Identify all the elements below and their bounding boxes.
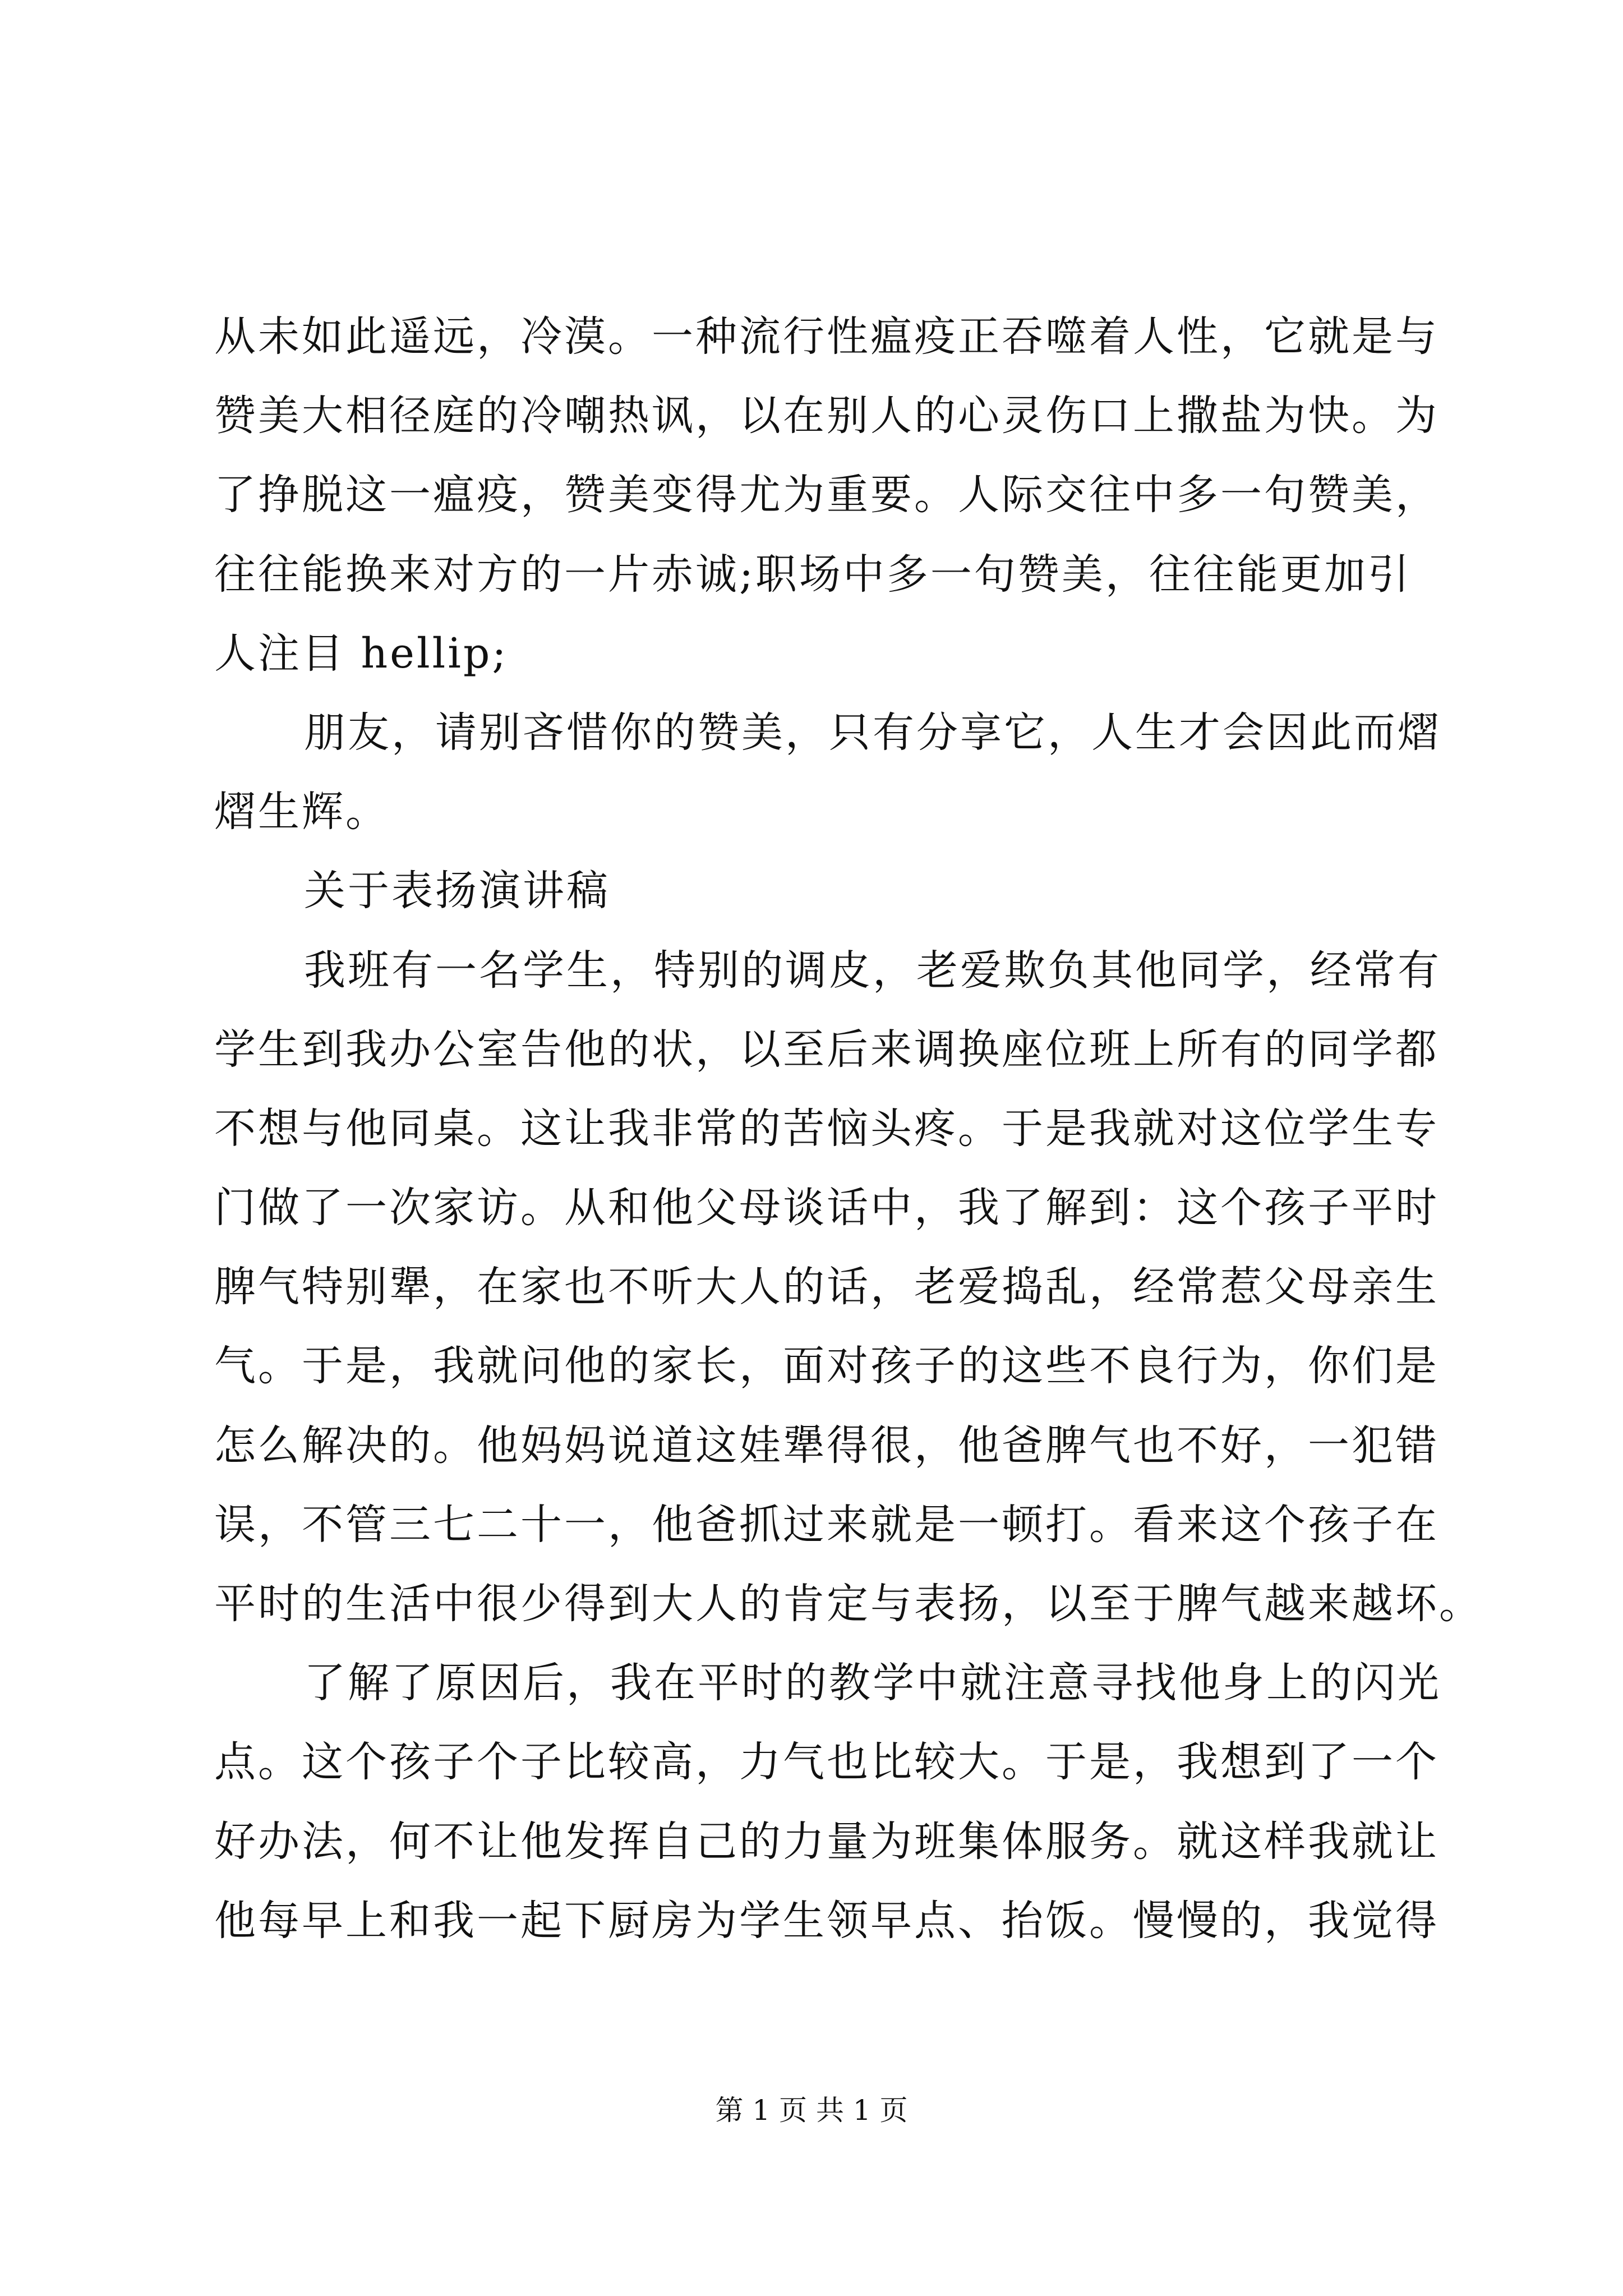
paragraph-first-line: 朋友，请别吝惜你的赞美，只有分享它，人生才会因此而熠 [304, 708, 1441, 757]
text-line: 从未如此遥远，冷漠。一种流行性瘟疫正吞噬着人性，它就是与 [214, 312, 1439, 361]
text-line: 平时的生活中很少得到大人的肯定与表扬，以至于脾气越来越坏。 [214, 1580, 1483, 1628]
section-heading: 关于表扬演讲稿 [304, 867, 610, 915]
paragraph-first-line: 我班有一名学生，特别的调皮，老爱欺负其他同学，经常有 [304, 946, 1441, 995]
paragraph-first-line: 了解了原因后，我在平时的教学中就注意寻找他身上的闪光 [304, 1659, 1441, 1708]
text-line: 人注目 hellip; [214, 629, 509, 678]
text-line: 好办法，何不让他发挥自己的力量为班集体服务。就这样我就让 [214, 1817, 1439, 1866]
text-line: 往往能换来对方的一片赤诚;职场中多一句赞美，往往能更加引 [214, 550, 1412, 599]
text-line: 不想与他同桌。这让我非常的苦恼头疼。于是我就对这位学生专 [214, 1104, 1439, 1153]
text-line: 熠生辉。 [214, 788, 389, 836]
text-line: 了挣脱这一瘟疫，赞美变得尤为重要。人际交往中多一句赞美， [214, 471, 1439, 519]
text-line: 赞美大相径庭的冷嘲热讽，以在别人的心灵伤口上撒盐为快。为 [214, 392, 1439, 440]
text-line: 点。这个孩子个子比较高，力气也比较大。于是，我想到了一个 [214, 1738, 1439, 1787]
page-footer: 第 1 页 共 1 页 [715, 2094, 908, 2127]
text-line: 脾气特别犟，在家也不听大人的话，老爱捣乱，经常惹父母亲生 [214, 1263, 1439, 1312]
text-line: 门做了一次家访。从和他父母谈话中，我了解到：这个孩子平时 [214, 1184, 1439, 1232]
text-line: 气。于是，我就问他的家长，面对孩子的这些不良行为，你们是 [214, 1342, 1439, 1391]
text-line: 他每早上和我一起下厨房为学生领早点、抬饭。慢慢的，我觉得 [214, 1896, 1439, 1945]
text-line: 误，不管三七二十一，他爸抓过来就是一顿打。看来这个孩子在 [214, 1500, 1439, 1549]
document-body [214, 297, 1483, 1961]
text-line: 学生到我办公室告他的状，以至后来调换座位班上所有的同学都 [214, 1025, 1439, 1074]
text-line: 怎么解决的。他妈妈说道这娃犟得很，他爸脾气也不好，一犯错 [214, 1421, 1439, 1470]
